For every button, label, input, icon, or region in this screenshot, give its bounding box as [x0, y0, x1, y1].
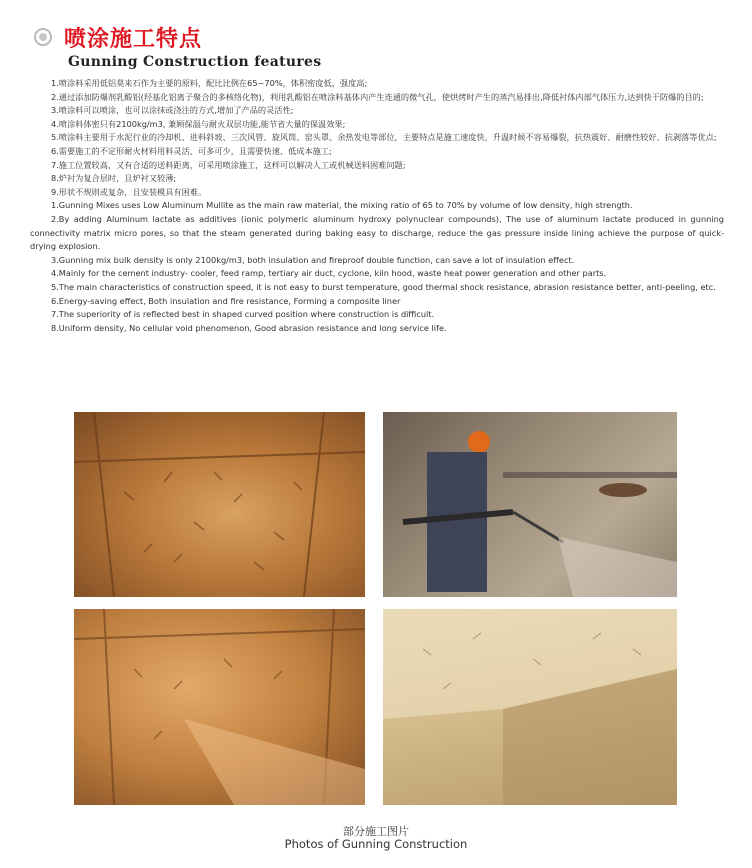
feature-item: 3.Gunning mix bulk density is only 2100kg/m3, both insulation and fireproof double function, can save a lot of insulation effect.	[51, 254, 575, 265]
section-title-en: Gunning Construction features	[68, 54, 322, 70]
construction-photo-3	[74, 609, 365, 805]
section-header	[34, 20, 202, 54]
feature-item: 4.Mainly for the cement industry- cooler, feed ramp, tertiary air duct, cyclone, kiln hood, waste heat power generation and other parts.	[51, 268, 607, 279]
feature-item: 7.The superiority of is reflected best in shaped curved position where construction is difficult.	[51, 309, 435, 320]
feature-item: 5.喷涂料主要用于水泥行业的冷却机、进料斜坡、三次风管、旋风筒、窑头罩、余热发电等部位，主要特点是施工速度快，升温时候不容易爆裂，抗热震好、耐磨性较好、抗剥落等优点;	[51, 132, 717, 143]
feature-item: 8.Uniform density, No cellular void phenomenon, Good abrasion resistance and long service life.	[51, 322, 447, 333]
feature-list	[30, 77, 724, 335]
feature-item: 1.Gunning Mixes uses Low Aluminum Mullite as the main raw material, the mixing ratio of 65 to 70% by volume of low density, high strength.	[51, 200, 633, 211]
construction-photo-4	[383, 609, 677, 805]
feature-item: 6.需要施工的不定形耐火材料用料灵活、可多可少，且需要快速、低成本施工;	[51, 145, 332, 156]
section-title-cn: 喷涂施工特点	[64, 26, 203, 52]
feature-item: 7.施工位置较高，又有合适的送料距离，可采用喷涂施工，这样可以解决人工或机械送料困难问题;	[51, 159, 406, 170]
photo-caption-cn: 部分施工图片	[343, 825, 409, 838]
feature-item: 1.喷涂料采用低铝莫来石作为主要的原料，配比比例在65~70%，体积密度低，强度高;	[51, 78, 368, 88]
feature-item: 2.通过添加防爆剂乳酸铝(羟基化铝离子聚合的多核络化物)，利用乳酸铝在喷涂料基体内产生连通的微气孔，使烘烤时产生的蒸汽易排出,降低衬体内部气体压力,达到快干防爆的目的;	[51, 91, 704, 102]
feature-item: 6.Energy-saving effect, Both insulation and fire resistance, Forming a composite liner	[51, 295, 401, 306]
feature-item: 5.The main characteristics of construction speed, it is not easy to burst temperature, good thermal shock resistance, abrasion resistance better, anti-peeling, etc.	[51, 281, 716, 292]
feature-item: 3.喷涂料可以喷涂，也可以涂抹或浇注的方式,增加了产品的灵活性;	[51, 105, 294, 116]
feature-item: 4.喷涂料体密只有2100kg/m3, 兼顾保温与耐火双层功能,能节省大量的保温效果;	[51, 118, 346, 129]
feature-item: 2.By adding Aluminum lactate as additives (ionic polymeric aluminum hydroxy polynuclear compounds), The use of aluminum lactate produced in gunning connectivity matrix micro pores, so that the steam generated during baking easy to discharge, reduce the gas pressure inside lining achieve the purpose of quick-drying explosion.	[30, 213, 724, 252]
construction-photo-1	[74, 412, 365, 597]
construction-photo-2	[383, 412, 677, 597]
feature-item: 8.炉衬为复合层时，且炉衬又较薄;	[51, 173, 177, 184]
feature-item: 9.形状不规则或复杂，且安装模具有困难。	[51, 186, 207, 197]
photo-caption-en: Photos of Gunning Construction	[284, 837, 468, 851]
circle-bullet-icon	[34, 28, 52, 46]
